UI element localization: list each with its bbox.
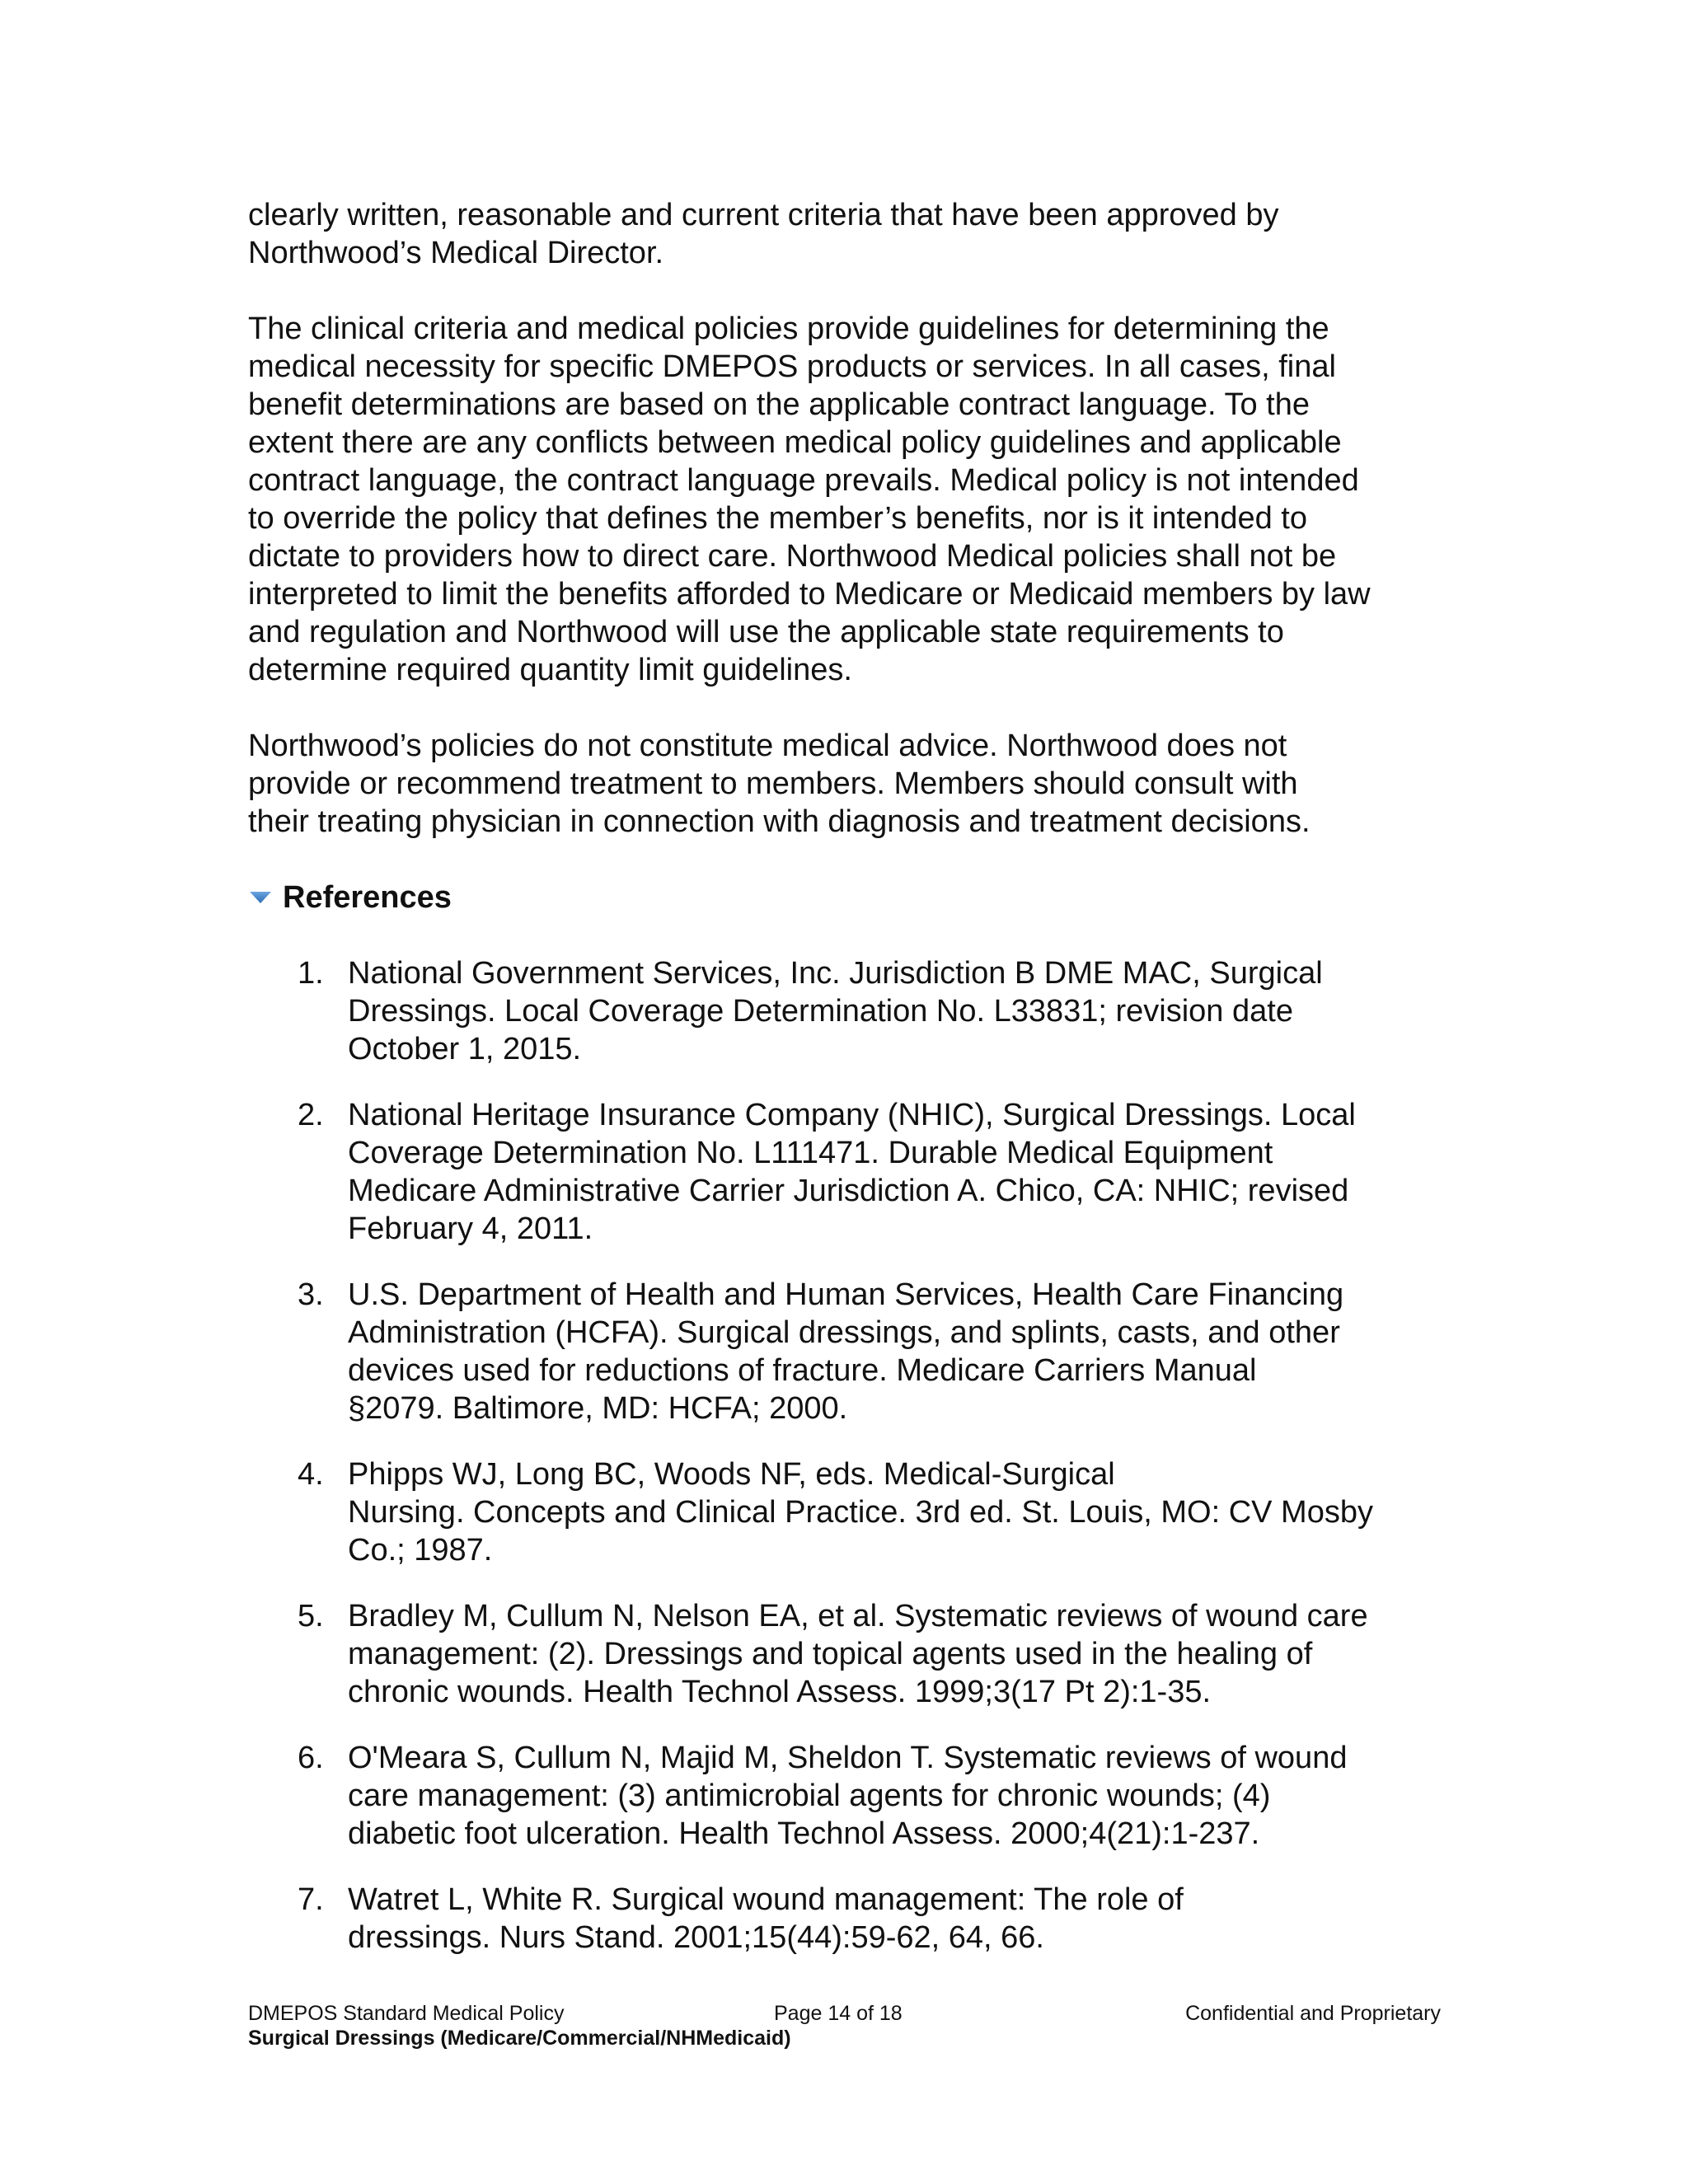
references-title: References	[283, 880, 452, 915]
reference-line: Administration (HCFA). Surgical dressings, and splints, casts, and other	[348, 1315, 1340, 1350]
reference-number: 5.	[298, 1599, 324, 1633]
reference-number: 7.	[298, 1882, 324, 1917]
footer-row	[248, 2001, 1441, 2026]
reference-number: 1.	[298, 956, 324, 991]
advice-line: Northwood’s policies do not constitute medical advice. Northwood does not	[248, 729, 1287, 763]
reference-line: management: (2). Dressings and topical agents used in the healing of	[348, 1637, 1313, 1671]
reference-line: diabetic foot ulceration. Health Technol Assess. 2000;4(21):1-237.	[348, 1816, 1260, 1851]
reference-number: 3.	[298, 1277, 324, 1312]
references-list	[248, 954, 1451, 1957]
footer-subtitle: Surgical Dressings (Medicare/Commercial/NHMedicaid)	[248, 2027, 791, 2050]
reference-line: National Government Services, Inc. Jurisdiction B DME MAC, Surgical	[348, 956, 1323, 991]
footer-confidential: Confidential and Proprietary	[1185, 2002, 1441, 2025]
clinical-line: medical necessity for specific DMEPOS products or services. In all cases, final	[248, 349, 1336, 384]
reference-line: U.S. Department of Health and Human Services, Health Care Financing	[348, 1277, 1344, 1312]
clinical-line: determine required quantity limit guidelines.	[248, 653, 852, 687]
clinical-line: extent there are any conflicts between medical policy guidelines and applicable	[248, 425, 1342, 460]
reference-number: 4.	[298, 1457, 324, 1492]
clinical-criteria-paragraph	[248, 310, 1451, 689]
reference-item	[248, 1096, 1451, 1248]
reference-line: Watret L, White R. Surgical wound management: The role of	[348, 1882, 1184, 1917]
reference-line: October 1, 2015.	[348, 1032, 582, 1066]
reference-number: 6.	[298, 1741, 324, 1775]
reference-line: National Heritage Insurance Company (NHIC), Surgical Dressings. Local	[348, 1098, 1356, 1132]
reference-line: care management: (3) antimicrobial agents for chronic wounds; (4)	[348, 1779, 1271, 1813]
collapse-triangle-icon[interactable]	[248, 879, 278, 916]
intro-line: clearly written, reasonable and current criteria that have been approved by	[248, 198, 1279, 232]
reference-line: Phipps WJ, Long BC, Woods NF, eds. Medical-Surgical	[348, 1457, 1115, 1492]
intro-line: Northwood’s Medical Director.	[248, 236, 664, 270]
advice-line: their treating physician in connection with diagnosis and treatment decisions.	[248, 804, 1311, 839]
reference-line: Bradley M, Cullum N, Nelson EA, et al. Systematic reviews of wound care	[348, 1599, 1368, 1633]
page-content	[248, 196, 1451, 1985]
footer-page-number: Page 14 of 18	[774, 2002, 903, 2025]
collapse-triangle-icon-svg	[248, 889, 273, 906]
reference-number: 2.	[298, 1098, 324, 1132]
reference-line: O'Meara S, Cullum N, Majid M, Sheldon T. Systematic reviews of wound	[348, 1741, 1348, 1775]
clinical-line: The clinical criteria and medical policies provide guidelines for determining the	[248, 312, 1329, 346]
clinical-line: dictate to providers how to direct care. Northwood Medical policies shall not be	[248, 539, 1337, 574]
intro-paragraph	[248, 196, 1451, 272]
clinical-line: to override the policy that defines the member’s benefits, nor is it intended to	[248, 501, 1307, 536]
reference-line: Coverage Determination No. L111471. Durable Medical Equipment	[348, 1136, 1273, 1170]
references-heading[interactable]	[248, 879, 1451, 916]
reference-line: Nursing. Concepts and Clinical Practice. 3rd ed. St. Louis, MO: CV Mosby	[348, 1495, 1373, 1530]
reference-item	[248, 1455, 1451, 1569]
reference-item	[248, 954, 1451, 1068]
reference-line: Co.; 1987.	[348, 1533, 493, 1568]
medical-advice-paragraph	[248, 727, 1451, 841]
advice-line: provide or recommend treatment to members. Members should consult with	[248, 766, 1298, 801]
reference-line: Medicare Administrative Carrier Jurisdiction A. Chico, CA: NHIC; revised	[348, 1174, 1349, 1208]
page-footer	[248, 2001, 1441, 2050]
reference-line: chronic wounds. Health Technol Assess. 1999;3(17 Pt 2):1-35.	[348, 1675, 1212, 1709]
clinical-line: and regulation and Northwood will use the applicable state requirements to	[248, 615, 1284, 649]
reference-line: Dressings. Local Coverage Determination No. L33831; revision date	[348, 994, 1293, 1029]
reference-line: February 4, 2011.	[348, 1212, 593, 1246]
reference-line: §2079. Baltimore, MD: HCFA; 2000.	[348, 1391, 848, 1426]
clinical-line: contract language, the contract language prevails. Medical policy is not intended	[248, 463, 1359, 498]
reference-item	[248, 1739, 1451, 1853]
reference-line: devices used for reductions of fracture. Medicare Carriers Manual	[348, 1353, 1257, 1388]
reference-line: dressings. Nurs Stand. 2001;15(44):59-62, 64, 66.	[348, 1920, 1044, 1955]
footer-policy-name: DMEPOS Standard Medical Policy	[248, 2002, 565, 2025]
clinical-line: interpreted to limit the benefits afforded to Medicare or Medicaid members by law	[248, 577, 1371, 612]
reference-item	[248, 1276, 1451, 1427]
clinical-line: benefit determinations are based on the applicable contract language. To the	[248, 387, 1310, 422]
reference-item	[248, 1597, 1451, 1711]
reference-item	[248, 1881, 1451, 1957]
